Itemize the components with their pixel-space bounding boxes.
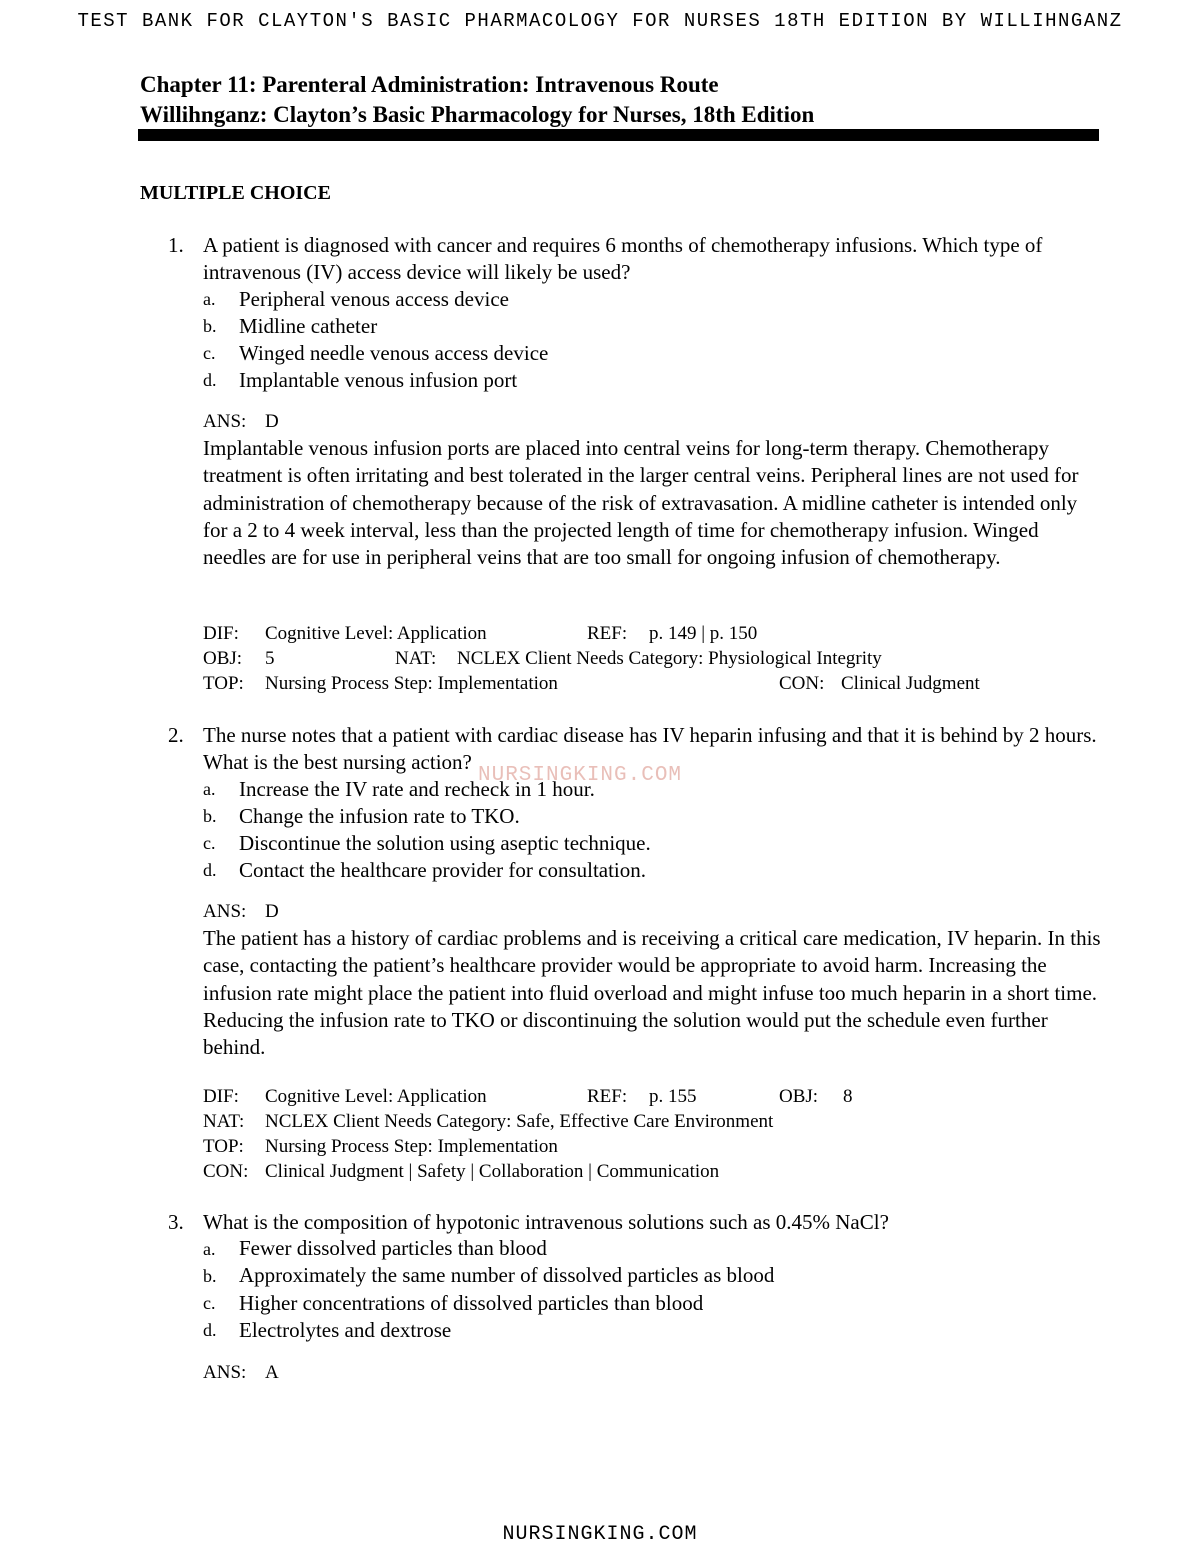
option-letter: b. bbox=[203, 316, 217, 336]
question-stem: What is the composition of hypotonic intravenous solutions such as 0.45% NaCl? bbox=[203, 1210, 889, 1234]
title-rule bbox=[138, 129, 1099, 141]
option-text: Increase the IV rate and recheck in 1 hour. bbox=[239, 777, 595, 801]
meta-label: CON: bbox=[779, 673, 825, 694]
watermark: NURSINGKING.COM bbox=[478, 764, 683, 787]
option-letter: d. bbox=[203, 860, 217, 880]
meta-label: DIF: bbox=[203, 623, 239, 644]
option-letter: c. bbox=[203, 833, 216, 853]
answer-label: ANS: bbox=[203, 1362, 247, 1383]
question-number: 2. bbox=[168, 723, 184, 747]
meta-con bbox=[779, 673, 980, 695]
meta-value: Nursing Process Step: Implementation bbox=[265, 1136, 558, 1157]
option-text: Contact the healthcare provider for consultation. bbox=[239, 858, 647, 882]
meta-label: REF: bbox=[587, 623, 628, 644]
question-stem: The nurse notes that a patient with cardiac disease has IV heparin infusing and that it is behind by 2 hours. What is the best nursing action? bbox=[203, 723, 1097, 774]
option-letter: b. bbox=[203, 1266, 217, 1286]
meta-dif bbox=[203, 623, 487, 645]
meta-label: DIF: bbox=[203, 1086, 239, 1107]
option-text: Implantable venous infusion port bbox=[239, 368, 518, 392]
meta-nat bbox=[203, 1111, 773, 1133]
meta-value: NCLEX Client Needs Category: Safe, Effective Care Environment bbox=[265, 1111, 774, 1132]
option-letter: a. bbox=[203, 779, 216, 799]
option-text: Fewer dissolved particles than blood bbox=[239, 1236, 547, 1260]
answer-line bbox=[203, 901, 279, 923]
meta-value: Nursing Process Step: Implementation bbox=[265, 673, 558, 694]
meta-label: REF: bbox=[587, 1086, 628, 1107]
answer-label: ANS: bbox=[203, 901, 247, 922]
meta-dif bbox=[203, 1086, 487, 1108]
meta-nat bbox=[395, 648, 882, 670]
rationale: Implantable venous infusion ports are placed into central veins for long-term therapy. Chemotherapy treatment is often irritating and best tolerated in the larger central veins. Peripheral lines are not used for administration of chemotherapy because of the risk of extravasation. A midline catheter is intended only for a 2 to 4 week interval, less than the projected length of time for chemotherapy infusion. Winged needles are for use in peripheral veins that are too small for ongoing infusion of chemotherapy. bbox=[203, 436, 1079, 570]
meta-value: p. 149 | p. 150 bbox=[649, 623, 758, 644]
option-letter: d. bbox=[203, 1320, 217, 1340]
header-banner: TEST BANK FOR CLAYTON'S BASIC PHARMACOLOGY FOR NURSES 18TH EDITION BY WILLIHNGANZ bbox=[77, 10, 1123, 32]
option-letter: d. bbox=[203, 370, 217, 390]
meta-label: NAT: bbox=[203, 1111, 245, 1132]
answer-value: D bbox=[265, 901, 279, 922]
meta-value: Clinical Judgment bbox=[841, 673, 980, 694]
answer-value: A bbox=[265, 1362, 279, 1383]
footer-banner: NURSINGKING.COM bbox=[502, 1523, 698, 1546]
meta-obj bbox=[779, 1086, 853, 1108]
option-text: Midline catheter bbox=[239, 314, 378, 338]
meta-con bbox=[203, 1161, 719, 1183]
option-letter: b. bbox=[203, 806, 217, 826]
chapter-title: Chapter 11: Parenteral Administration: Intravenous Route bbox=[140, 72, 719, 97]
meta-label: OBJ: bbox=[779, 1086, 819, 1107]
meta-value: 8 bbox=[843, 1086, 853, 1107]
meta-label: CON: bbox=[203, 1161, 249, 1182]
meta-value: NCLEX Client Needs Category: Physiological Integrity bbox=[457, 648, 882, 669]
section-heading: MULTIPLE CHOICE bbox=[140, 182, 331, 204]
answer-value: D bbox=[265, 411, 279, 432]
answer-line bbox=[203, 1362, 279, 1384]
meta-label: TOP: bbox=[203, 673, 244, 694]
option-text: Approximately the same number of dissolved particles as blood bbox=[239, 1263, 775, 1287]
meta-label: TOP: bbox=[203, 1136, 244, 1157]
option-text: Electrolytes and dextrose bbox=[239, 1318, 452, 1342]
option-text: Discontinue the solution using aseptic technique. bbox=[239, 831, 651, 855]
meta-value: Cognitive Level: Application bbox=[265, 623, 487, 644]
option-letter: c. bbox=[203, 343, 216, 363]
option-text: Change the infusion rate to TKO. bbox=[239, 804, 520, 828]
option-letter: a. bbox=[203, 1239, 216, 1259]
option-text: Peripheral venous access device bbox=[239, 287, 509, 311]
meta-value: Cognitive Level: Application bbox=[265, 1086, 487, 1107]
book-title: Willihnganz: Clayton’s Basic Pharmacology for Nurses, 18th Edition bbox=[140, 102, 815, 127]
meta-obj bbox=[203, 648, 275, 670]
question-number: 1. bbox=[168, 233, 184, 257]
rationale: The patient has a history of cardiac problems and is receiving a critical care medication, IV heparin. In this case, contacting the patient’s healthcare provider would be appropriate to avoid harm. Increasing the infusion rate might place the patient into fluid overload and might infuse too much heparin in a short time. Reducing the infusion rate to TKO or discontinuing the solution would put the schedule even further behind. bbox=[203, 926, 1101, 1060]
meta-top bbox=[203, 1136, 558, 1158]
meta-label: OBJ: bbox=[203, 648, 243, 669]
meta-top bbox=[203, 673, 558, 695]
meta-value: p. 155 bbox=[649, 1086, 697, 1107]
meta-ref bbox=[587, 623, 757, 645]
option-letter: a. bbox=[203, 289, 216, 309]
option-text: Winged needle venous access device bbox=[239, 341, 549, 365]
answer-line bbox=[203, 411, 279, 433]
meta-ref bbox=[587, 1086, 697, 1108]
meta-value: 5 bbox=[265, 648, 275, 669]
answer-label: ANS: bbox=[203, 411, 247, 432]
question-stem: A patient is diagnosed with cancer and requires 6 months of chemotherapy infusions. Which type of intravenous (IV) access device will likely be used? bbox=[203, 233, 1043, 284]
meta-label: NAT: bbox=[395, 648, 437, 669]
option-text: Higher concentrations of dissolved particles than blood bbox=[239, 1291, 704, 1315]
option-letter: c. bbox=[203, 1293, 216, 1313]
question-number: 3. bbox=[168, 1210, 184, 1234]
meta-value: Clinical Judgment | Safety | Collaboration | Communication bbox=[265, 1161, 720, 1182]
